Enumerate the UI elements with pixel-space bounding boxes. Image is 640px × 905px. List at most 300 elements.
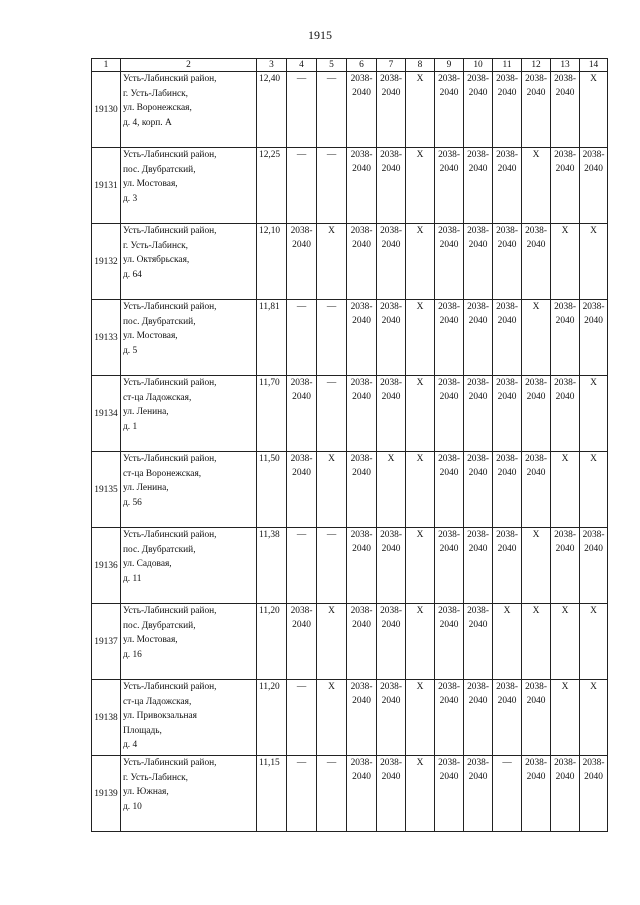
period-line: 2040 [555,88,575,98]
header-cell: 5 [317,59,347,72]
period-cell [522,300,551,376]
period-cell [347,376,377,452]
table-body [92,59,608,832]
period-line: 2038- [554,150,576,160]
period-cell [551,72,580,148]
period-line: 2040 [526,696,546,706]
address-line: Усть-Лабинский район, [123,758,217,768]
period-line: 2040 [381,620,401,630]
period-line: X [416,302,424,312]
period-line: 2040 [292,240,311,250]
period-line: 2040 [468,392,488,402]
address-line: Усть-Лабинский район, [123,682,217,692]
period-line: 2038- [496,682,518,692]
period-line: 2040 [555,164,575,174]
period-line: 2038- [350,606,373,616]
period-cell [493,452,522,528]
value-cell: 12,10 [257,224,287,300]
period-line: 2038- [290,606,313,616]
period-line: 2038- [525,378,547,388]
period-cell [406,72,435,148]
period-line: 2038- [290,226,313,236]
period-line: X [503,606,511,616]
period-line: 2038- [554,74,576,84]
address-line: Площадь, [123,725,162,736]
period-line: — [326,150,337,160]
address-line: пос. Двубратский, [123,316,196,327]
period-line: X [416,530,424,540]
period-line: 2038- [438,606,460,616]
period-line: — [326,74,337,84]
table-row [92,224,608,300]
header-cell: 14 [580,59,608,72]
period-cell [435,756,464,832]
period-line: 2040 [439,88,459,98]
period-cell [287,224,317,300]
period-line: 2038- [438,302,460,312]
period-line: X [561,226,569,236]
period-cell [406,528,435,604]
table-row [92,300,608,376]
table-row [92,680,608,756]
table-row [92,756,608,832]
period-line: 2040 [584,772,603,782]
value-cell: 12,40 [257,72,287,148]
period-line: 2038- [525,74,547,84]
period-line: X [590,378,597,388]
period-line: 2040 [526,240,546,250]
address-cell [121,452,257,528]
period-line: 2038- [290,454,313,464]
period-cell [551,680,580,756]
address-line: ул. Мостовая, [123,331,178,342]
period-line: 2038- [438,758,460,768]
period-cell [377,452,406,528]
period-line: 2038- [380,378,402,388]
address-line: г. Усть-Лабинск, [123,88,189,99]
period-line: 2040 [439,468,459,478]
period-line: 2040 [292,468,311,478]
table-row [92,376,608,452]
period-line: 2038- [467,682,489,692]
period-line: 2040 [555,772,575,782]
period-cell [377,300,406,376]
period-cell [580,756,608,832]
period-line: 2040 [497,164,517,174]
row-number: 19134 [92,376,121,452]
address-line: д. 1 [123,421,138,432]
period-line: 2040 [381,240,401,250]
period-line: 2040 [584,316,603,326]
period-line: X [328,226,335,236]
period-line: — [326,302,337,312]
period-line: 2038- [525,682,547,692]
period-line: 2040 [468,620,488,630]
table-row [92,452,608,528]
address-cell [121,604,257,680]
period-cell [580,604,608,680]
period-cell [551,224,580,300]
period-line: 2038- [350,74,373,84]
period-cell [435,604,464,680]
period-cell [551,756,580,832]
period-line: 2038- [380,150,402,160]
period-cell [464,756,493,832]
period-line: X [328,454,335,464]
address-line: Усть-Лабинский район, [123,74,217,84]
period-line: 2040 [352,620,371,630]
period-line: 2038- [380,758,402,768]
period-line: — [502,758,512,768]
period-line: 2040 [468,240,488,250]
header-cell: 3 [257,59,287,72]
address-line: ул. Садовая, [123,559,172,570]
address-line: пос. Двубратский, [123,544,196,555]
period-line: 2038- [380,302,402,312]
period-cell [435,300,464,376]
row-number: 19135 [92,452,121,528]
period-line: X [532,150,540,160]
period-cell [493,300,522,376]
period-cell [406,224,435,300]
period-cell [435,452,464,528]
period-line: — [326,758,337,768]
period-line: 2040 [381,696,401,706]
address-line: д. 4 [123,740,138,751]
period-cell [551,528,580,604]
row-number: 19138 [92,680,121,756]
period-cell [522,680,551,756]
period-line: — [326,378,337,388]
period-cell [464,376,493,452]
period-cell [287,72,317,148]
period-cell [347,72,377,148]
page-number: 1915 [308,28,332,42]
period-cell [435,224,464,300]
period-line: X [416,758,424,768]
period-cell [377,224,406,300]
address-line: д. 16 [123,649,142,660]
row-number: 19136 [92,528,121,604]
period-line: 2038- [350,226,373,236]
row-number: 19130 [92,72,121,148]
period-line: 2038- [350,454,373,464]
period-cell [406,376,435,452]
period-cell [317,300,347,376]
period-line: — [296,530,307,540]
period-line: 2038- [582,302,605,312]
address-line: ул. Ленина, [123,483,169,494]
period-line: 2038- [496,454,518,464]
period-line: 2040 [352,696,371,706]
period-line: 2040 [468,544,488,554]
period-cell [287,604,317,680]
period-cell [347,680,377,756]
period-line: 2038- [350,302,373,312]
period-line: 2040 [584,164,603,174]
period-line: X [416,682,424,692]
period-cell [435,72,464,148]
address-cell [121,224,257,300]
period-cell [522,148,551,224]
address-line: д. 3 [123,193,138,204]
period-line: X [416,74,424,84]
period-line: 2040 [292,392,311,402]
period-line: 2038- [525,454,547,464]
address-line: д. 10 [123,801,142,812]
value-cell: 11,70 [257,376,287,452]
period-line: 2040 [497,544,517,554]
period-line: X [328,606,335,616]
row-number: 19139 [92,756,121,832]
header-cell: 8 [406,59,435,72]
period-cell [377,376,406,452]
period-line: 2040 [526,88,546,98]
period-cell [406,452,435,528]
period-cell [317,528,347,604]
period-cell [317,604,347,680]
period-cell [551,452,580,528]
period-cell [406,604,435,680]
period-line: 2038- [554,378,576,388]
period-line: 2040 [352,240,371,250]
period-cell [522,72,551,148]
address-line: ст-ца Ладожская, [123,696,192,707]
address-cell [121,72,257,148]
period-cell [435,680,464,756]
period-line: 2038- [496,226,518,236]
period-line: 2038- [582,530,605,540]
period-cell [522,756,551,832]
address-line: ул. Ленина, [123,407,169,418]
period-cell [317,452,347,528]
row-number: 19137 [92,604,121,680]
period-line: X [590,454,597,464]
period-cell [287,148,317,224]
period-line: X [532,606,540,616]
address-line: г. Усть-Лабинск, [123,772,189,783]
period-line: 2038- [438,682,460,692]
address-line: д. 64 [123,269,142,280]
period-cell [551,300,580,376]
period-cell [551,604,580,680]
period-line: 2040 [439,772,459,782]
period-line: 2040 [381,544,401,554]
address-line: д. 4, корп. А [123,117,172,128]
period-cell [406,756,435,832]
period-line: 2038- [496,74,518,84]
period-line: — [296,150,307,160]
period-line: 2038- [496,378,518,388]
value-cell: 11,20 [257,680,287,756]
address-line: Усть-Лабинский район, [123,530,217,540]
period-cell [347,452,377,528]
period-line: 2040 [468,88,488,98]
period-line: 2040 [352,164,371,174]
period-line: 2038- [438,74,460,84]
address-line: Усть-Лабинский район, [123,378,217,388]
address-line: д. 5 [123,345,138,356]
period-cell [493,680,522,756]
period-line: X [387,454,395,464]
period-line: 2038- [467,530,489,540]
address-line: Усть-Лабинский район, [123,226,217,236]
address-line: пос. Двубратский, [123,620,196,631]
table-row [92,604,608,680]
row-number: 19131 [92,148,121,224]
period-line: 2038- [438,150,460,160]
period-cell [464,300,493,376]
period-line: 2040 [439,240,459,250]
period-cell [493,72,522,148]
period-line: 2040 [352,88,371,98]
period-cell [377,604,406,680]
period-cell [580,452,608,528]
period-cell [522,452,551,528]
period-line: 2038- [467,302,489,312]
period-line: 2038- [438,530,460,540]
period-line: 2038- [467,150,489,160]
period-cell [580,148,608,224]
period-line: 2038- [554,530,576,540]
period-cell [287,376,317,452]
period-line: 2040 [468,468,488,478]
period-line: 2040 [468,696,488,706]
header-cell: 6 [347,59,377,72]
period-line: 2038- [290,378,313,388]
period-line: 2038- [554,758,576,768]
period-line: X [532,530,540,540]
period-line: 2040 [526,468,546,478]
row-number: 19133 [92,300,121,376]
address-cell [121,756,257,832]
address-line: Усть-Лабинский район, [123,150,217,160]
period-line: X [590,226,597,236]
period-line: 2040 [439,696,459,706]
period-cell [287,300,317,376]
period-line: 2040 [497,316,517,326]
period-line: 2038- [467,378,489,388]
address-cell [121,528,257,604]
period-cell [580,300,608,376]
period-cell [317,680,347,756]
period-line: 2040 [381,392,401,402]
period-cell [493,376,522,452]
period-line: 2040 [381,316,401,326]
header-cell: 7 [377,59,406,72]
period-line: 2040 [352,392,371,402]
period-cell [287,528,317,604]
address-line: Усть-Лабинский район, [123,302,217,312]
period-cell [377,528,406,604]
header-row [92,59,608,72]
period-cell [522,376,551,452]
header-cell: 13 [551,59,580,72]
address-line: ул. Мостовая, [123,179,178,190]
table-row [92,72,608,148]
register-table [91,58,608,832]
address-line: Усть-Лабинский район, [123,454,217,464]
period-line: 2038- [438,454,460,464]
period-line: 2040 [381,772,401,782]
period-line: 2038- [350,758,373,768]
period-line: 2038- [582,758,605,768]
period-cell [317,376,347,452]
period-cell [287,680,317,756]
period-cell [464,680,493,756]
address-line: Усть-Лабинский район, [123,606,217,616]
period-line: 2040 [526,772,546,782]
address-cell [121,680,257,756]
period-cell [287,452,317,528]
address-line: пос. Двубратский, [123,164,196,175]
period-cell [493,148,522,224]
period-line: 2040 [439,316,459,326]
period-cell [522,528,551,604]
period-line: X [561,606,569,616]
period-cell [347,300,377,376]
address-cell [121,300,257,376]
period-cell [347,528,377,604]
period-line: 2040 [352,772,371,782]
period-line: 2040 [497,468,517,478]
period-line: X [416,226,424,236]
address-line: д. 56 [123,497,142,508]
period-cell [377,756,406,832]
header-cell: 10 [464,59,493,72]
value-cell: 11,50 [257,452,287,528]
period-line: 2040 [381,88,401,98]
header-cell: 4 [287,59,317,72]
address-line: ул. Воронежская, [123,103,192,114]
period-cell [317,72,347,148]
period-cell [493,224,522,300]
period-line: X [561,454,569,464]
address-line: ул. Октябрьская, [123,255,190,266]
period-cell [551,148,580,224]
address-line: ст-ца Воронежская, [123,468,202,479]
period-line: 2040 [439,392,459,402]
table-row [92,528,608,604]
period-line: 2038- [467,74,489,84]
period-line: 2040 [555,392,575,402]
period-line: 2038- [467,226,489,236]
period-line: 2038- [350,150,373,160]
period-line: 2038- [380,530,402,540]
period-line: 2038- [525,226,547,236]
period-line: X [532,302,540,312]
period-cell [522,224,551,300]
period-line: X [416,150,424,160]
address-line: ул. Южная, [123,787,169,798]
period-cell [406,148,435,224]
period-cell [347,604,377,680]
period-cell [377,72,406,148]
address-cell [121,148,257,224]
period-line: 2038- [467,606,489,616]
period-line: 2040 [439,620,459,630]
period-line: 2038- [554,302,576,312]
period-line: X [416,606,424,616]
period-cell [551,376,580,452]
period-line: X [590,74,597,84]
header-cell: 11 [493,59,522,72]
period-line: 2040 [526,392,546,402]
period-line: 2038- [438,226,460,236]
period-line: 2038- [496,302,518,312]
period-line: 2040 [292,620,311,630]
period-cell [377,680,406,756]
